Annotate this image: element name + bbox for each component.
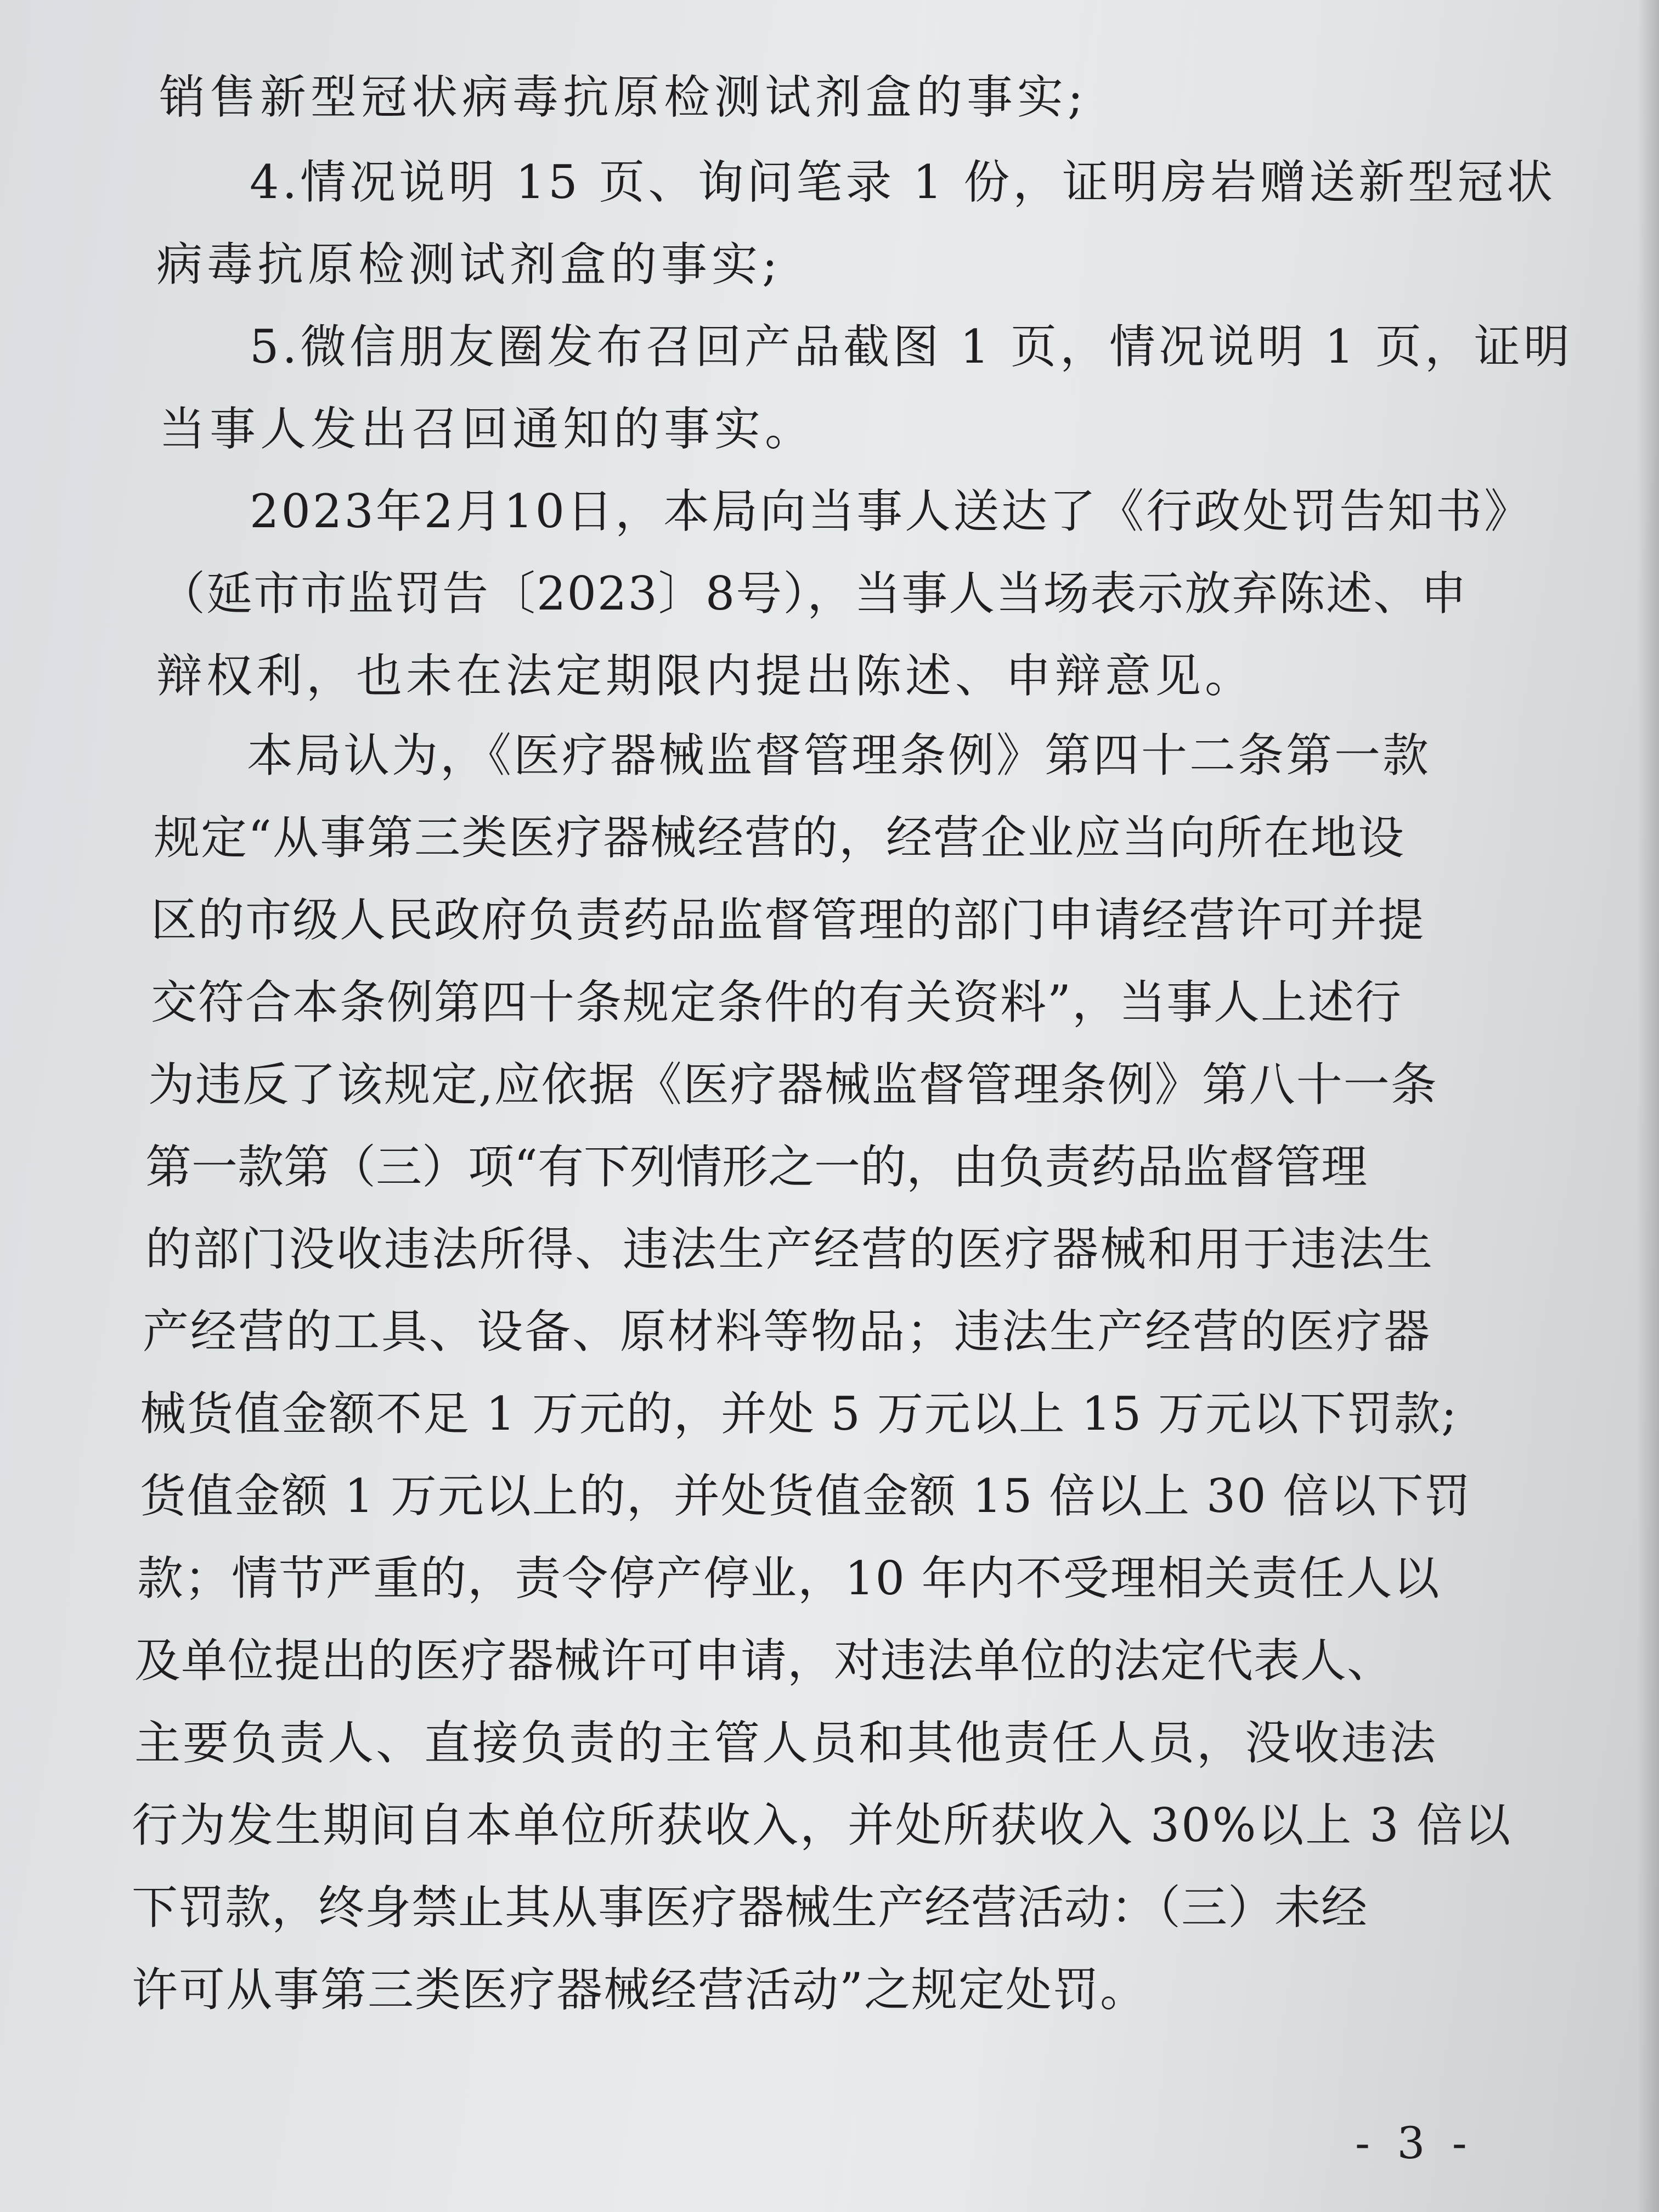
text-line: 规定“从事第三类医疗器械经营的，经营企业应当向所在地设: [154, 811, 1405, 865]
text-line: 5.微信朋友圈发布召回产品截图 1 页，情况说明 1 页，证明: [250, 320, 1573, 374]
text-line: 货值金额 1 万元以上的，并处货值金额 15 倍以上 30 倍以下罚: [140, 1469, 1472, 1523]
text-line: 的部门没收违法所得、违法生产经营的医疗器械和用于违法生: [145, 1222, 1435, 1276]
text-line: 4.情况说明 15 页、询问笔录 1 份，证明房岩赠送新型冠状: [250, 155, 1556, 209]
text-line: 区的市级人民政府负责药品监督管理的部门申请经营许可并提: [151, 893, 1425, 947]
text-line: （延市市监罚告〔2023〕8号），当事人当场表示放弃陈述、申: [159, 567, 1468, 620]
text-line: 及单位提出的医疗器械许可申请，对违法单位的法定代表人、: [134, 1634, 1394, 1688]
text-line: 下罚款，终身禁止其从事医疗器械生产经营活动：（三）未经: [132, 1881, 1368, 1934]
text-line: 病毒抗原检测试剂盒的事实;: [156, 238, 782, 291]
page-number: - 3 -: [1355, 2118, 1474, 2169]
text-line: 交符合本条例第四十条规定条件的有关资料”，当事人上述行: [151, 975, 1402, 1029]
text-line: 款；情节严重的，责令停产停业，10 年内不受理相关责任人以: [137, 1551, 1441, 1605]
text-line: 2023年2月10日，本局向当事人送达了《行政处罚告知书》: [250, 484, 1533, 538]
text-line: 械货值金额不足 1 万元的，并处 5 万元以上 15 万元以下罚款;: [140, 1387, 1458, 1441]
text-line: 行为发生期间自本单位所获收入，并处所获收入 30%以上 3 倍以: [132, 1798, 1513, 1852]
text-line: 主要负责人、直接负责的主管人员和其他责任人员，没收违法: [134, 1716, 1438, 1770]
text-line: 产经营的工具、设备、原材料等物品；违法生产经营的医疗器: [143, 1305, 1432, 1358]
text-line: 许可从事第三类医疗器械经营活动”之规定处罚。: [132, 1963, 1147, 2017]
text-line: 第一款第（三）项“有下列情形之一的，由负责药品监督管理: [145, 1140, 1367, 1194]
page-edge-shadow: [1637, 0, 1659, 2212]
text-line: 本局认为，《医疗器械监督管理条例》第四十二条第一款: [247, 729, 1431, 782]
text-line: 当事人发出召回通知的事实。: [159, 402, 816, 456]
text-line: 销售新型冠状病毒抗原检测试剂盒的事实;: [159, 70, 1088, 124]
text-line: 为违反了该规定,应依据《医疗器械监督管理条例》第八十一条: [148, 1058, 1438, 1111]
text-line: 辩权利，也未在法定期限内提出陈述、申辩意见。: [156, 649, 1255, 703]
